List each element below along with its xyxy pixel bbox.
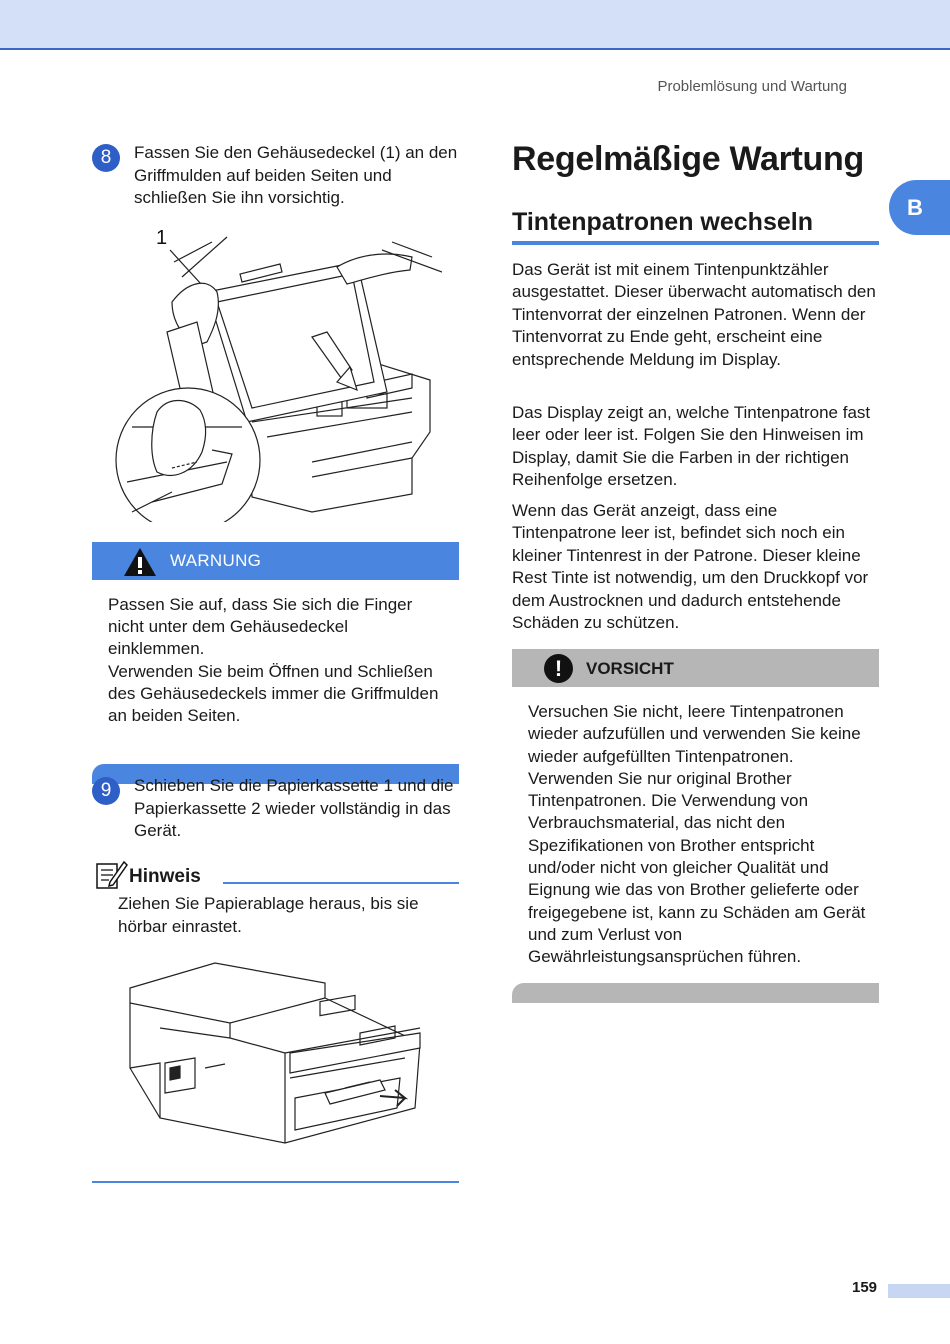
- step-text: Schieben Sie die Papierkassette 1 und die Papierkassette 2 wieder vollständig in das Gerät.: [134, 776, 454, 840]
- subsection-rule: [512, 241, 879, 245]
- note-title: Hinweis: [129, 866, 201, 887]
- note-text: Ziehen Sie Papierablage heraus, bis sie hörbar einrastet.: [118, 894, 419, 936]
- paragraph: Das Display zeigt an, welche Tintenpatrone fast leer oder leer ist. Folgen Sie den Hinweisen im Display, damit Sie die Farben in der richtigen Reihenfolge ersetzen.: [512, 403, 871, 490]
- warning-box: [92, 542, 459, 784]
- caution-title: VORSICHT: [586, 659, 674, 678]
- page-number-bar: [888, 1284, 950, 1298]
- printer-tray-illustration: [125, 958, 425, 1158]
- chapter-tab[interactable]: B: [889, 180, 950, 235]
- page-number: 159: [852, 1279, 878, 1296]
- caution-text: Versuchen Sie nicht, leere Tintenpatronen wieder aufzufüllen und verwenden Sie keine wieder aufgefüllten Tintenpatronen. Verwenden Sie nur original Brother Tintenpatronen. Die Verwendung von Verbrauchsmaterial, das nicht den Spezifikationen von Brother entspricht und/oder nicht von gleicher Qualität und Eignung wie das von Brother gelieferte oder freigegebene ist, kann zu Schäden am Gerät und zum Verlust von Gewährleistungsansprüchen führen.: [528, 702, 866, 967]
- left-column-bottom-rule: [92, 1181, 459, 1183]
- warning-title: WARNUNG: [170, 551, 262, 570]
- exclamation-icon: !: [544, 654, 573, 683]
- paragraph: Wenn das Gerät anzeigt, dass eine Tintenpatrone leer ist, befindet sich noch ein kleiner Tintenrest in der Patrone. Dieser kleine Rest Tinte ist notwendig, um den Druckkopf vor dem Austrocknen und dadurch entstehende Schäden zu schützen.: [512, 501, 869, 633]
- step-number-badge: 8: [92, 144, 120, 172]
- note-pencil-icon: [94, 858, 128, 890]
- running-header: Problemlösung und Wartung: [657, 78, 847, 95]
- caution-box: [512, 649, 879, 1003]
- warning-header: [92, 542, 459, 580]
- step-9: [92, 775, 462, 843]
- step-text: Fassen Sie den Gehäusedeckel (1) an den Griffmulden auf beiden Seiten und schließen Sie ihn vorsichtig.: [134, 143, 458, 207]
- warning-text: Passen Sie auf, dass Sie sich die Finger nicht unter dem Gehäusedeckel einklemmen. Verwenden Sie beim Öffnen und Schließen des Gehäusedeckels immer die Griffmulden an beiden Seiten.: [108, 595, 439, 726]
- top-header-band: [0, 0, 950, 50]
- subsection-title: Tintenpatronen wechseln: [512, 208, 813, 236]
- paragraph: Das Gerät ist mit einem Tintenpunktzähler ausgestattet. Dieser überwacht automatisch den Tintenvorrat der einzelnen Patronen. Wenn der Tintenvorrat zu Ende geht, erscheint eine entsprechende Meldung im Display.: [512, 260, 876, 369]
- caution-header: [512, 649, 879, 687]
- figure-callout-1: 1: [156, 227, 168, 249]
- printer-cover-illustration: [112, 222, 442, 522]
- step-8: [92, 142, 462, 210]
- warning-triangle-icon: [122, 546, 158, 578]
- caution-footer-bar: [512, 983, 879, 1003]
- section-title: Regelmäßige Wartung: [512, 140, 864, 178]
- note-rule: [223, 882, 459, 884]
- step-number-badge: 9: [92, 777, 120, 805]
